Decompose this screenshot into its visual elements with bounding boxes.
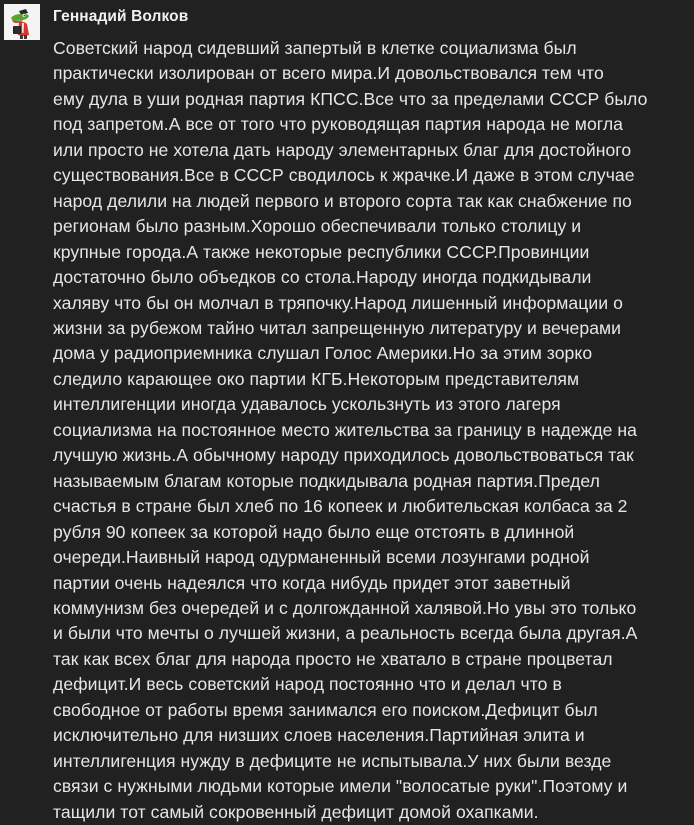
comment-line: практически изолирован от всего мира.И довольствовался тем что xyxy=(53,63,604,84)
comment-line: свободное от работы время занимался его поиском.Дефицит был xyxy=(53,699,598,720)
comment-line: тащили тот самый сокровенный дефицит домой охапками. xyxy=(53,801,539,822)
comment-line: следило карающее око партии КГБ.Некоторым представителям xyxy=(53,368,580,389)
comment-line: коммунизм без очередей и с долгожданной халявой.Но увы это только xyxy=(53,597,637,618)
comment-line: жизни за рубежом тайно читал запрещенную литературу и вечерами xyxy=(53,317,622,338)
comment-line: счастья в стране был хлеб по 16 копеек и любительская колбаса за 2 xyxy=(53,496,628,517)
comment-line: рубля 90 копеек за которой надо было еще отстоять в длинной xyxy=(53,521,575,542)
comment-line: так как всех благ для народа просто не хватало в стране процветал xyxy=(53,648,613,669)
comment-line: народ делили на людей первого и второго сорта так как снабжение по xyxy=(53,190,632,211)
comment-line: под запретом.А все от того что руководящая партия народа не могла xyxy=(53,114,624,135)
comment-line: дефицит.И весь советский народ постоянно что и делал что в xyxy=(53,674,562,695)
comment-line: интеллигенции иногда удавалось ускользнуть из этого лагеря xyxy=(53,394,561,415)
comment-line: и были что мечты о лучшей жизни, а реальность всегда была другая.А xyxy=(53,623,638,644)
comment-line: интеллигенция нужду в дефиците не испытывала.У них были везде xyxy=(53,750,612,771)
comment-line: халяву что бы он молчал в тряпочку.Народ лишенный информации о xyxy=(53,292,623,313)
avatar[interactable] xyxy=(4,4,40,40)
comment-line: очереди.Наивный народ одурманенный всеми лозунгами родной xyxy=(53,547,590,568)
comment-line: социализма на постоянное место жительства за границу в надежде на xyxy=(53,419,638,440)
comment-line: Советский народ сидевший запертый в клетке социализма был xyxy=(53,38,577,58)
comment-body xyxy=(53,36,693,825)
comment-line: называемым благам которые подкидывала родная партия.Предел xyxy=(53,470,600,491)
comment-line: лучшую жизнь.А обычному народу приходилось довольствоваться так xyxy=(53,445,634,466)
comment-line: ему дула в уши родная партия КПСС.Все что за пределами СССР было xyxy=(53,88,648,109)
comment-line: исключительно для низших слоев населения.Партийная элита и xyxy=(53,725,585,746)
comment-line: партии очень надеялся что когда нибудь придет этот заветный xyxy=(53,572,571,593)
comment-line: дома у радиоприемника слушал Голос Америки.Но за этим зорко xyxy=(53,343,593,364)
comment-line: регионам было разным.Хорошо обеспечивали только столицу и xyxy=(53,216,582,237)
comment-line: связи с нужными людьми которые имели "волосатые руки".Поэтому и xyxy=(53,776,628,797)
crocodile-gena-avatar-icon xyxy=(4,4,40,40)
comment-line: или просто не хотела дать народу элементарных благ для достойного xyxy=(53,139,632,160)
comment-line: крупные города.А также некоторые республики СССР.Провинции xyxy=(53,241,590,262)
comment-line: существования.Все в СССР сводилось к жрачке.И даже в этом случае xyxy=(53,165,635,186)
comment-line: достаточно было объедков со стола.Народу иногда подкидывали xyxy=(53,267,592,288)
author-name[interactable]: Геннадий Волков xyxy=(53,8,189,25)
